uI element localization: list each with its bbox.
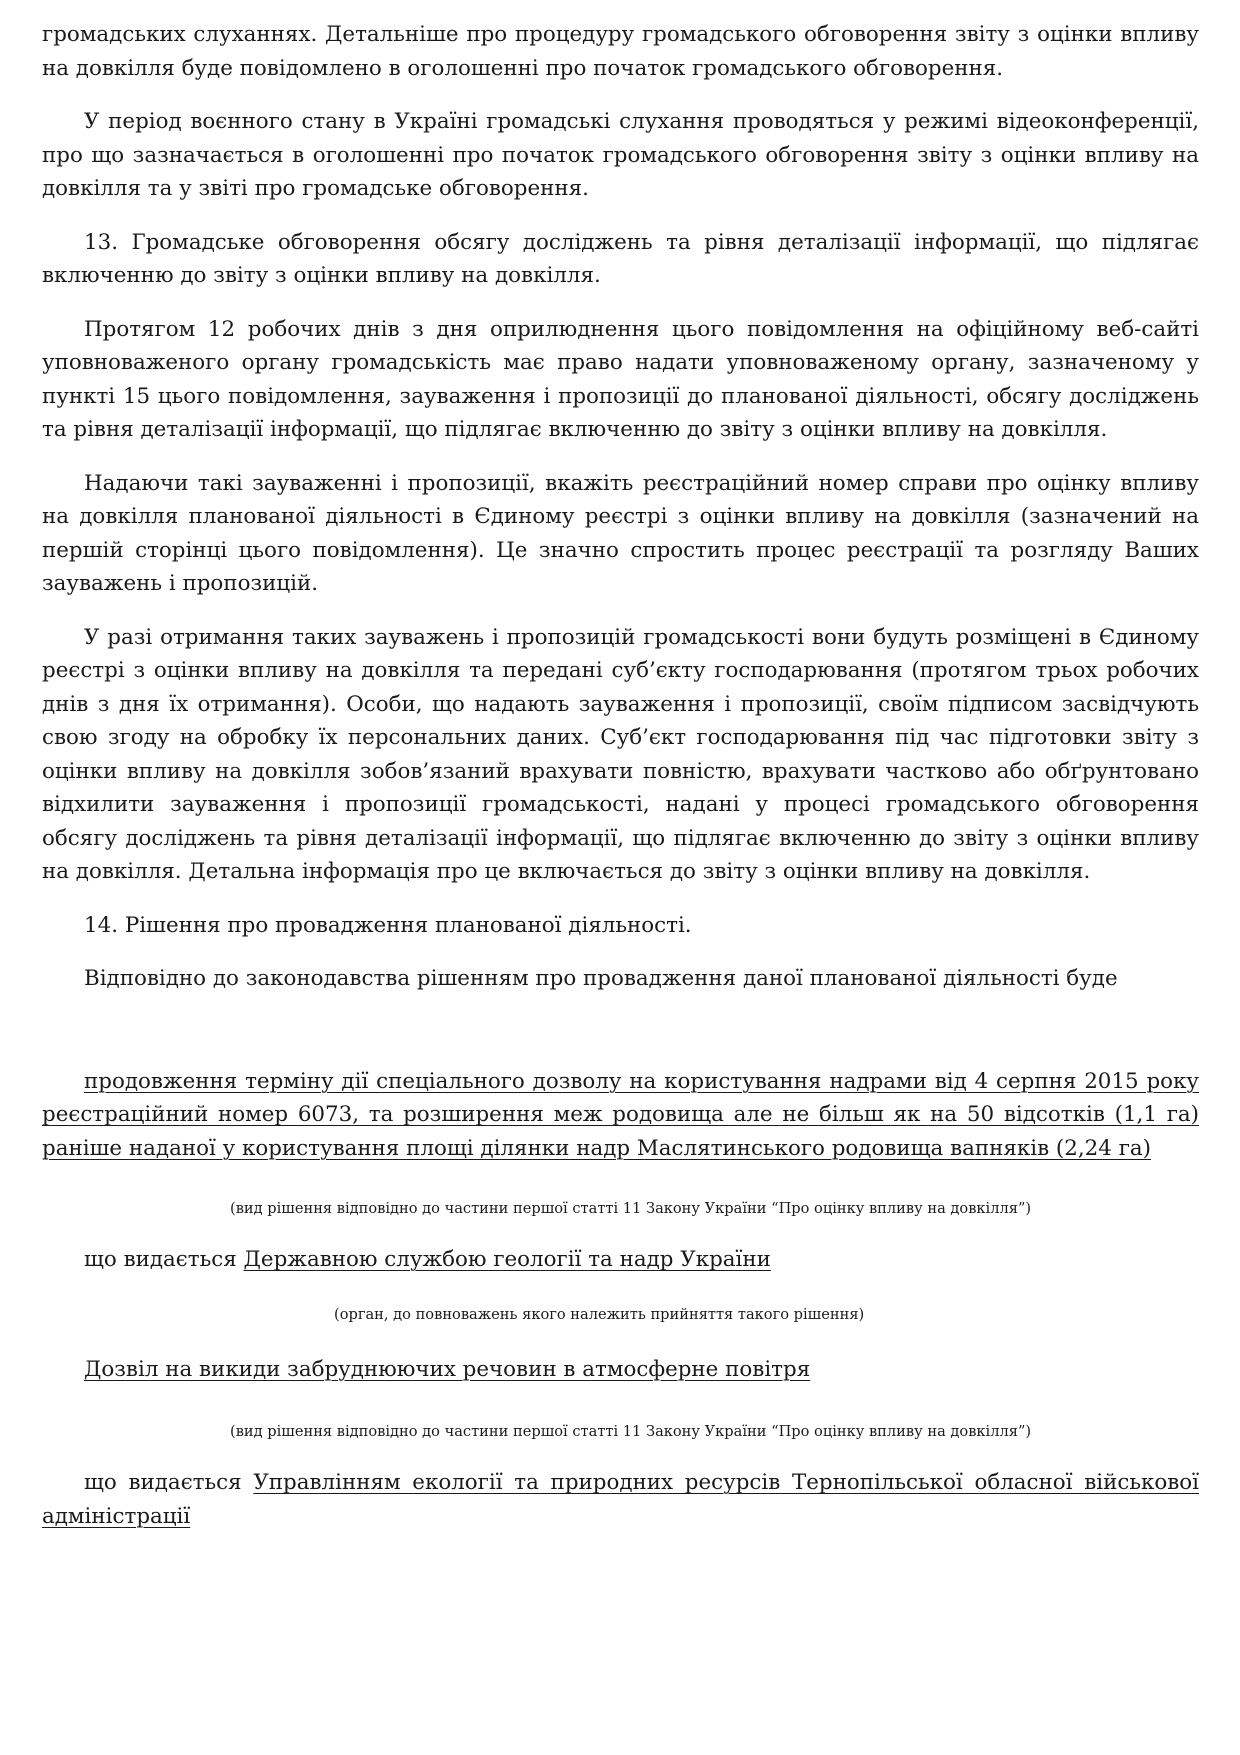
paragraph-registration-number: Надаючи такі зауваженні і пропозиції, вкажіть реєстраційний номер справи про оцінку впливу на довкілля планованої діяльності в Єдиному реєстрі з оцінки впливу на довкілля (зазначений на першій сторінці цього повідомлення). Це значно спростить процес реєстрації та розгляду Ваших зауважень і пропозицій. [42, 470, 1199, 596]
paragraph-decision-intro: Відповідно до законодавства рішенням про провадження даної планованої діяльності буде [84, 966, 1118, 991]
issuer-prefix: що видається [84, 1247, 244, 1272]
decision-2-issuer: Управлінням екології та природних ресурсів Тернопільської обласної військової адміністрації [42, 1470, 1199, 1529]
decision-2-text: Дозвіл на викиди забруднюючих речовин в атмосферне повітря [84, 1356, 811, 1382]
decision-1-note: (вид рішення відповідно до частини першої статті 11 Закону України “Про оцінку впливу на довкілля”) [230, 1200, 1032, 1217]
section-14-heading: 14. Рішення про провадження планованої діяльності. [84, 912, 692, 938]
decision-1-text: продовження терміну дії спеціального дозволу на користування надрами від 4 серпня 2015 року реєстраційний номер 6073, та розширення меж родовища але не більш як на 50 відсотків (1,1 га) раніше наданої у користування площі ділянки надр Маслятинського родовища вапняків (2,24 га) [42, 1068, 1199, 1161]
paragraph-comments-processing: У разі отримання таких зауважень і пропозицій громадськості вони будуть розміщені в Єдиному реєстрі з оцінки впливу на довкілля та передані суб’єкту господарювання (протягом трьох робочих днів з дня їх отримання). Особи, що надають зауваження і пропозиції, своїм підписом засвідчують свою згоду на обробку їх персональних даних. Суб’єкт господарювання під час підготовки звіту з оцінки впливу на довкілля зобов’язаний врахувати повністю, врахувати частково або обґрунтовано відхилити зауваження і пропозиції громадськості, надані у процесі громадського обговорення обсягу досліджень та рівня деталізації інформації, що підлягає включенню до звіту з оцінки впливу на довкілля. Детальна інформація про це включається до звіту з оцінки впливу на довкілля. [42, 624, 1199, 884]
paragraph-12-days: Протягом 12 робочих днів з дня оприлюднення цього повідомлення на офіційному веб-сайті уповноваженого органу громадськість має право надати уповноваженому органу, зазначеному у пункті 15 цього повідомлення, зауваження і пропозиції до планованої діяльності, обсягу досліджень та рівня деталізації інформації, що підлягає включенню до звіту з оцінки впливу на довкілля. [42, 316, 1199, 442]
paragraph-martial-law: У період воєнного стану в Україні громадські слухання проводяться у режимі відеоконференції, про що зазначається в оголошенні про початок громадського обговорення звіту з оцінки впливу на довкілля та у звіті про громадське обговорення. [42, 109, 1199, 201]
decision-1-issuer: Державною службою геології та надр України [243, 1247, 771, 1272]
paragraph-public-hearings: громадських слуханнях. Детальніше про процедуру громадського обговорення звіту з оцінки впливу на довкілля буде повідомлено в оголошенні про початок громадського обговорення. [42, 22, 1199, 81]
section-13-heading: 13. Громадське обговорення обсягу досліджень та рівня деталізації інформації, що підлягає включенню до звіту з оцінки впливу на довкілля. [42, 229, 1199, 288]
decision-2-issuer-line [42, 1466, 1199, 1533]
decision-1-issuer-note: (орган, до повноважень якого належить прийняття такого рішення) [334, 1305, 865, 1323]
decision-1-issuer-line [42, 1243, 1199, 1277]
document-page [42, 18, 1199, 1533]
decision-2-note: (вид рішення відповідно до частини першої статті 11 Закону України “Про оцінку впливу на довкілля”) [230, 1423, 1032, 1440]
issuer-prefix: що видається [84, 1470, 254, 1495]
